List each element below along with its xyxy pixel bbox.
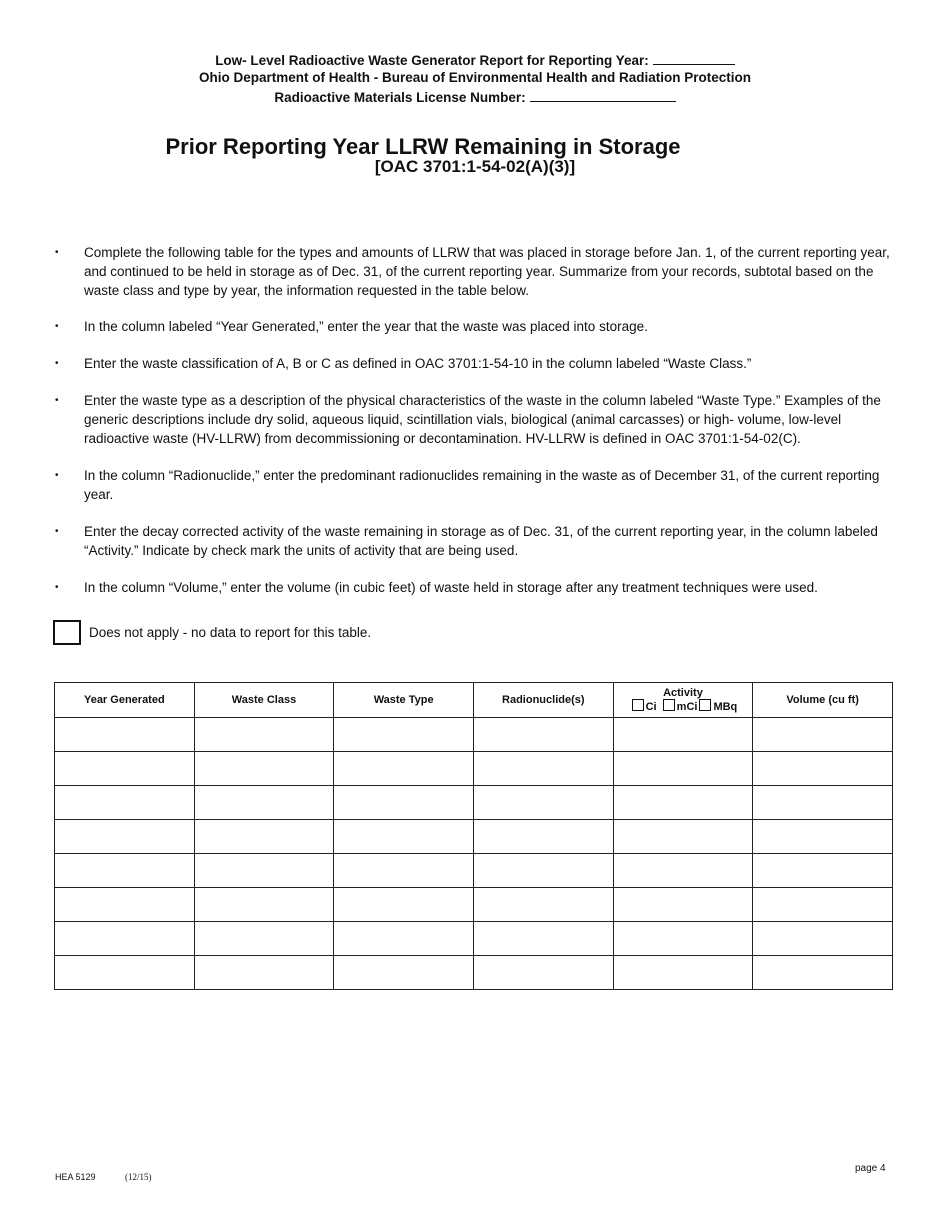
- waste-type-cell[interactable]: [334, 718, 474, 752]
- does-not-apply-label: Does not apply - no data to report for this table.: [89, 625, 372, 640]
- waste-type-cell[interactable]: [334, 820, 474, 854]
- storage-table: [54, 682, 893, 990]
- volume-cell[interactable]: [753, 854, 893, 888]
- waste-type-cell[interactable]: [334, 888, 474, 922]
- reporting-year-field[interactable]: [653, 52, 735, 65]
- volume-cell[interactable]: [753, 752, 893, 786]
- year-generated-cell[interactable]: [55, 820, 195, 854]
- year-generated-cell[interactable]: [55, 922, 195, 956]
- table-row: [55, 820, 893, 854]
- instruction-item: [55, 317, 895, 336]
- instruction-text: Enter the waste type as a description of the physical characteristics of the waste in the column labeled “Waste Type.” Examples of the generic descriptions include dry solid, aqueous liquid, scintillation vials, biological (animal carcasses) or high- volume, low-level radioactive waste (HV-LLRW) from decommissioning or decontamination. HV-LLRW is defined in OAC 3701:1-54-02(C).: [84, 393, 881, 446]
- radionuclides-cell[interactable]: [473, 956, 613, 990]
- reporting-year-label: Low- Level Radioactive Waste Generator Report for Reporting Year:: [215, 53, 649, 68]
- activity-cell[interactable]: [613, 786, 753, 820]
- activity-cell[interactable]: [613, 752, 753, 786]
- waste-class-cell[interactable]: [194, 922, 334, 956]
- waste-class-cell[interactable]: [194, 854, 334, 888]
- activity-cell[interactable]: [613, 956, 753, 990]
- instruction-item: [55, 243, 895, 300]
- year-generated-cell[interactable]: [55, 956, 195, 990]
- instruction-text: In the column “Radionuclide,” enter the predominant radionuclides remaining in the waste as of December 31, of the current reporting year.: [84, 468, 880, 502]
- page-title: Prior Reporting Year LLRW Remaining in Storage: [165, 134, 681, 159]
- activity-cell[interactable]: [613, 922, 753, 956]
- table-row: [55, 956, 893, 990]
- page-subtitle: [OAC 3701:1-54-02(A)(3)]: [374, 157, 576, 176]
- waste-type-cell[interactable]: [334, 854, 474, 888]
- volume-cell[interactable]: [753, 786, 893, 820]
- mbq-checkbox[interactable]: [699, 699, 711, 711]
- bullet-icon: •: [55, 321, 59, 332]
- waste-type-cell[interactable]: [334, 922, 474, 956]
- volume-cell[interactable]: [753, 820, 893, 854]
- header-activity: [613, 683, 753, 718]
- ci-label: Ci: [645, 701, 657, 713]
- radionuclides-cell[interactable]: [473, 888, 613, 922]
- table-row: [55, 752, 893, 786]
- year-generated-cell[interactable]: [55, 786, 195, 820]
- mci-label: mCi: [676, 701, 698, 713]
- instruction-item: [55, 391, 895, 448]
- ci-checkbox[interactable]: [632, 699, 644, 711]
- waste-type-cell[interactable]: [334, 956, 474, 990]
- instruction-text: Enter the waste classification of A, B or C as defined in OAC 3701:1-54-10 in the column labeled “Waste Class.”: [84, 356, 752, 371]
- agency-line: Ohio Department of Health - Bureau of Environmental Health and Radiation Protection: [198, 70, 752, 85]
- report-header-line-1: [0, 52, 950, 69]
- activity-cell[interactable]: [613, 820, 753, 854]
- radionuclides-cell[interactable]: [473, 922, 613, 956]
- waste-class-cell[interactable]: [194, 718, 334, 752]
- activity-cell[interactable]: [613, 718, 753, 752]
- volume-cell[interactable]: [753, 718, 893, 752]
- table-row: [55, 854, 893, 888]
- does-not-apply-checkbox[interactable]: [53, 620, 81, 645]
- year-generated-cell[interactable]: [55, 752, 195, 786]
- report-header-line-3: [0, 89, 950, 106]
- waste-type-cell[interactable]: [334, 752, 474, 786]
- radionuclides-cell[interactable]: [473, 718, 613, 752]
- waste-class-cell[interactable]: [194, 786, 334, 820]
- radionuclides-cell[interactable]: [473, 820, 613, 854]
- activity-cell[interactable]: [613, 888, 753, 922]
- activity-title: Activity: [663, 687, 703, 699]
- form-id: HEA 5129: [55, 1172, 96, 1182]
- instruction-item: [55, 466, 895, 504]
- page-number: page 4: [855, 1163, 886, 1174]
- radionuclides-cell[interactable]: [473, 752, 613, 786]
- year-generated-cell[interactable]: [55, 718, 195, 752]
- table-row: [55, 786, 893, 820]
- volume-cell[interactable]: [753, 888, 893, 922]
- volume-cell[interactable]: [753, 956, 893, 990]
- header-waste-type: Waste Type: [334, 683, 474, 718]
- radionuclides-cell[interactable]: [473, 854, 613, 888]
- instruction-item: [55, 578, 895, 597]
- instruction-text: Complete the following table for the types and amounts of LLRW that was placed in storage before Jan. 1, of the current reporting year, and continued to be held in storage as of Dec. 31, of the current reporting year. Summarize from your records, subtotal based on the waste class and type by year, the information requested in the table below.: [84, 245, 890, 298]
- bullet-icon: •: [55, 582, 59, 593]
- waste-class-cell[interactable]: [194, 888, 334, 922]
- mbq-label: MBq: [713, 701, 738, 713]
- license-number-field[interactable]: [530, 89, 676, 102]
- instruction-text: In the column “Volume,” enter the volume (in cubic feet) of waste held in storage after any treatment techniques were used.: [84, 580, 818, 595]
- table-row: [55, 922, 893, 956]
- waste-class-cell[interactable]: [194, 820, 334, 854]
- waste-class-cell[interactable]: [194, 956, 334, 990]
- bullet-icon: •: [55, 395, 59, 406]
- bullet-icon: •: [55, 358, 59, 369]
- header-volume: Volume (cu ft): [753, 683, 893, 718]
- header-radionuclides: Radionuclide(s): [473, 683, 613, 718]
- license-number-label: Radioactive Materials License Number:: [274, 90, 526, 105]
- activity-units: [614, 699, 753, 713]
- waste-class-cell[interactable]: [194, 752, 334, 786]
- table-header-row: [55, 683, 893, 718]
- instruction-text: Enter the decay corrected activity of the waste remaining in storage as of Dec. 31, of the current reporting year, in the column labeled “Activity.” Indicate by check mark the units of activity that are being used.: [84, 524, 878, 558]
- header-waste-class: Waste Class: [194, 683, 334, 718]
- header-year-generated: Year Generated: [55, 683, 195, 718]
- bullet-icon: •: [55, 247, 59, 258]
- table-row: [55, 718, 893, 752]
- year-generated-cell[interactable]: [55, 888, 195, 922]
- form-revision: (12/15): [125, 1172, 152, 1182]
- year-generated-cell[interactable]: [55, 854, 195, 888]
- instruction-text: In the column labeled “Year Generated,” enter the year that the waste was placed into storage.: [84, 319, 648, 334]
- table-row: [55, 888, 893, 922]
- bullet-icon: •: [55, 470, 59, 481]
- waste-type-cell[interactable]: [334, 786, 474, 820]
- instruction-item: [55, 522, 895, 560]
- radionuclides-cell[interactable]: [473, 786, 613, 820]
- activity-cell[interactable]: [613, 854, 753, 888]
- mci-checkbox[interactable]: [663, 699, 675, 711]
- volume-cell[interactable]: [753, 922, 893, 956]
- bullet-icon: •: [55, 526, 59, 537]
- instruction-item: [55, 354, 895, 373]
